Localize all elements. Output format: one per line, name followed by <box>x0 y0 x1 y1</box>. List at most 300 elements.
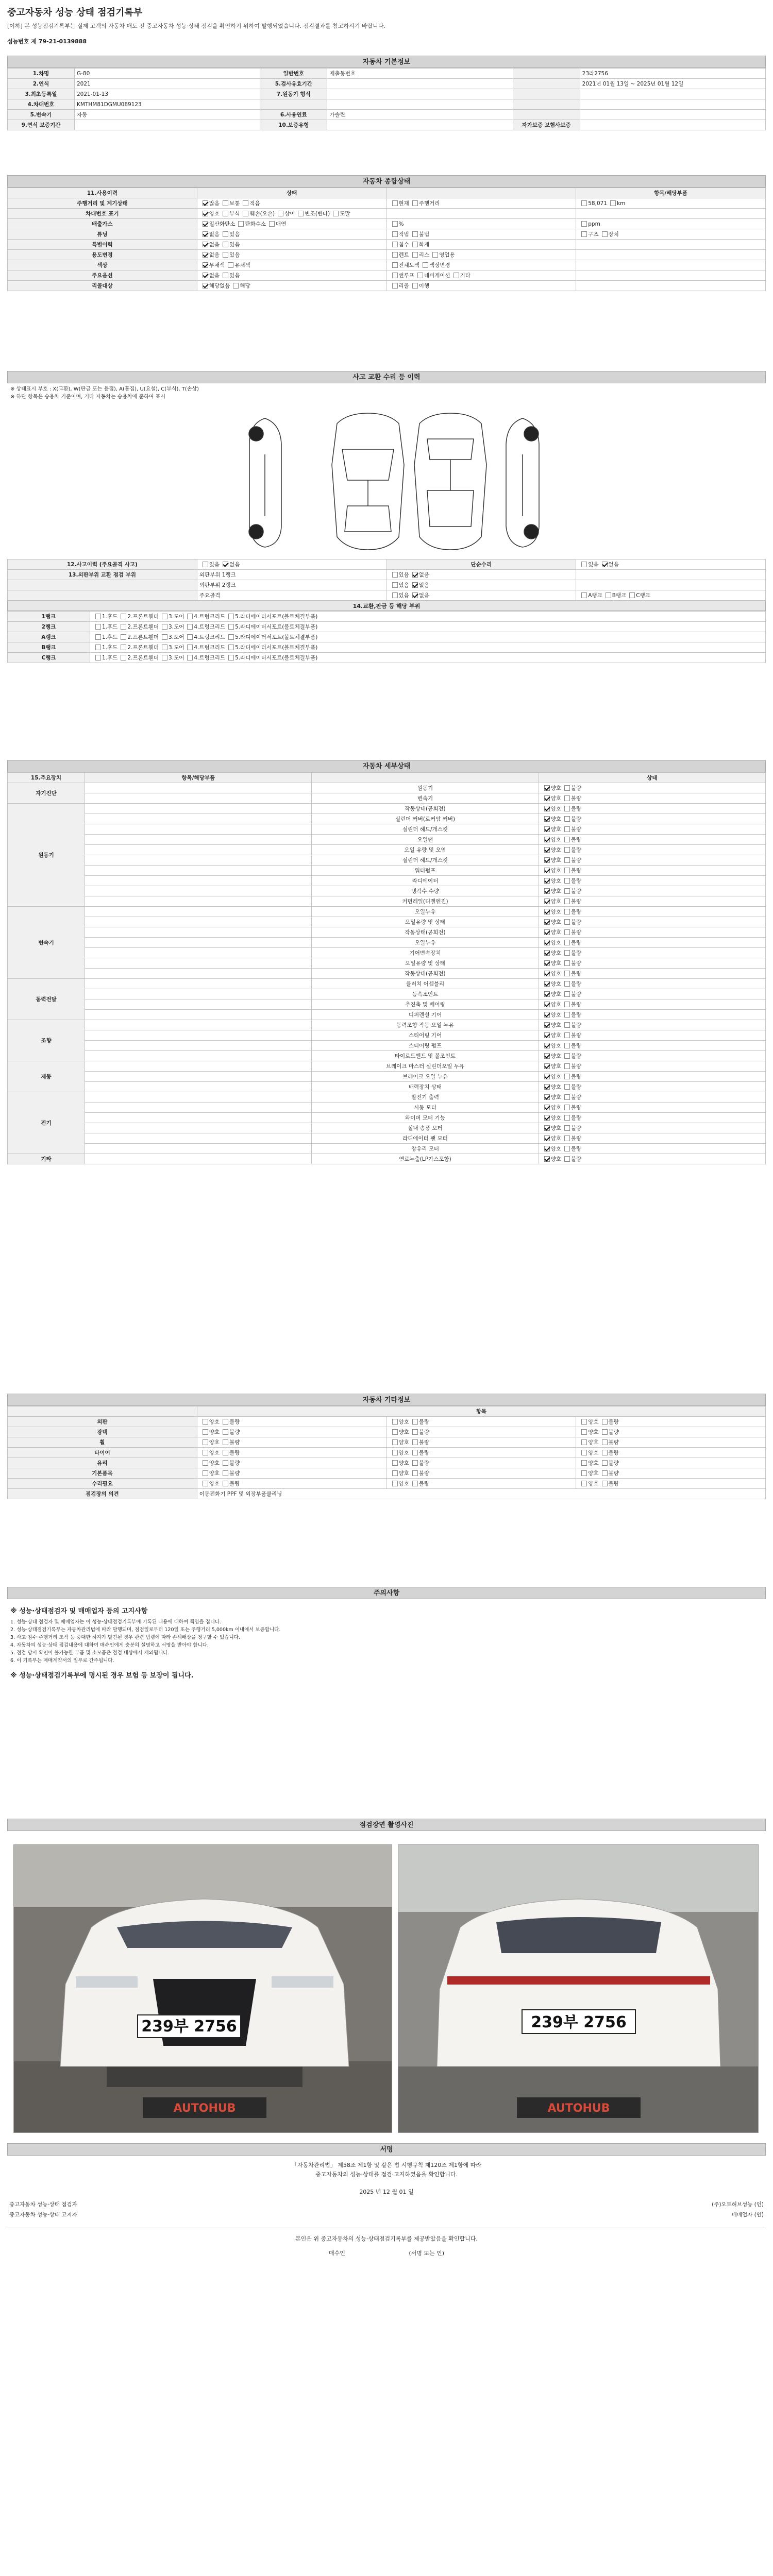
checkbox[interactable] <box>203 221 208 227</box>
checkbox[interactable] <box>564 857 570 863</box>
checkbox[interactable] <box>95 624 101 630</box>
checkbox[interactable] <box>564 1032 570 1038</box>
checkbox[interactable] <box>412 283 418 289</box>
checkbox[interactable] <box>544 868 550 873</box>
checkbox[interactable] <box>544 960 550 966</box>
checkbox[interactable] <box>392 283 398 289</box>
checkbox[interactable] <box>203 283 208 289</box>
checkbox[interactable] <box>544 1063 550 1069</box>
checkbox[interactable] <box>581 231 587 237</box>
opt: 양호 <box>398 1419 409 1425</box>
opt: 양호 <box>550 1022 561 1028</box>
checkbox[interactable] <box>162 655 167 660</box>
checkbox[interactable] <box>392 262 398 268</box>
state-option: 보통 <box>229 200 240 207</box>
checkbox[interactable] <box>228 262 233 268</box>
detail-item: 냉각수 수량 <box>312 886 539 896</box>
checkbox[interactable] <box>602 1460 608 1466</box>
checkbox[interactable] <box>223 273 228 278</box>
checkbox[interactable] <box>95 634 101 640</box>
opt: 양호 <box>550 1105 561 1111</box>
extra-cell <box>576 1417 766 1427</box>
checkbox[interactable] <box>228 614 234 619</box>
checkbox[interactable] <box>581 1460 587 1466</box>
checkbox[interactable] <box>223 242 228 247</box>
checkbox[interactable] <box>392 252 398 258</box>
detail-state <box>539 979 765 989</box>
car-diagram <box>7 403 766 557</box>
detail-header: 항목/해당부품 <box>85 773 312 783</box>
checkbox[interactable] <box>392 592 398 598</box>
checkbox[interactable] <box>544 816 550 822</box>
checkbox[interactable] <box>544 857 550 863</box>
checkbox[interactable] <box>602 1470 608 1476</box>
checkbox[interactable] <box>544 878 550 884</box>
checkbox[interactable] <box>581 1419 587 1425</box>
opt: 2.프론트휀더 <box>127 634 159 640</box>
opt: 불량 <box>608 1450 619 1456</box>
detail-state <box>539 1113 765 1123</box>
opt: 양호 <box>550 899 561 905</box>
checkbox[interactable] <box>581 1439 587 1445</box>
checkbox[interactable] <box>602 1429 608 1435</box>
opt: 불량 <box>570 1136 582 1142</box>
state-option: 해당없음 <box>209 283 230 289</box>
detail-group: 전기 <box>8 1092 85 1154</box>
opt: 2.프론트휀더 <box>127 645 159 651</box>
checkbox[interactable] <box>544 1032 550 1038</box>
checkbox[interactable] <box>544 981 550 987</box>
state-header-row <box>8 188 766 198</box>
checkbox[interactable] <box>223 1419 228 1425</box>
exterior-rank: 외판부위 2랭크 <box>197 580 386 590</box>
checkbox[interactable] <box>392 582 398 588</box>
opt: 불량 <box>570 888 582 894</box>
checkbox[interactable] <box>544 847 550 853</box>
opt: 양호 <box>209 1460 220 1466</box>
checkbox[interactable] <box>602 562 608 567</box>
checkbox[interactable] <box>544 888 550 894</box>
checkbox[interactable] <box>564 1063 570 1069</box>
inspector-name: (주)오토허브성능 (인) <box>712 2201 764 2208</box>
checkbox[interactable] <box>392 1481 398 1486</box>
opt: 양호 <box>550 1053 561 1059</box>
checkbox[interactable] <box>581 592 587 598</box>
detail-state <box>539 999 765 1010</box>
detail-row <box>8 896 766 907</box>
detail-state <box>539 793 765 804</box>
checkbox[interactable] <box>238 221 244 227</box>
checkbox[interactable] <box>187 624 193 630</box>
checkbox[interactable] <box>564 1053 570 1059</box>
detail-state <box>539 835 765 845</box>
checkbox[interactable] <box>581 221 587 227</box>
checkbox[interactable] <box>223 1470 228 1476</box>
checkbox[interactable] <box>392 1429 398 1435</box>
checkbox[interactable] <box>412 1429 418 1435</box>
checkbox[interactable] <box>223 1429 228 1435</box>
checkbox[interactable] <box>564 1074 570 1079</box>
checkbox[interactable] <box>564 1136 570 1141</box>
checkbox[interactable] <box>544 785 550 791</box>
opt: 불량 <box>608 1470 619 1477</box>
checkbox[interactable] <box>203 242 208 247</box>
opt: 불량 <box>418 1481 430 1487</box>
checkbox[interactable] <box>233 283 239 289</box>
opt: 불량 <box>570 1156 582 1162</box>
detail-group: 제동 <box>8 1061 85 1092</box>
checkbox[interactable] <box>203 262 208 268</box>
opt: 불량 <box>418 1439 430 1446</box>
checkbox[interactable] <box>412 1481 418 1486</box>
checkbox[interactable] <box>203 252 208 258</box>
checkbox[interactable] <box>564 1094 570 1100</box>
checkbox[interactable] <box>564 929 570 935</box>
checkbox[interactable] <box>228 655 234 660</box>
checkbox[interactable] <box>392 231 398 237</box>
checkbox[interactable] <box>187 614 193 619</box>
checkbox[interactable] <box>95 655 101 660</box>
checkbox[interactable] <box>228 624 234 630</box>
checkbox[interactable] <box>602 231 608 237</box>
opt: 3.도어 <box>169 655 184 661</box>
checkbox[interactable] <box>564 878 570 884</box>
checkbox[interactable] <box>564 1105 570 1110</box>
state-option: 58,071 <box>588 200 607 207</box>
checkbox[interactable] <box>544 837 550 842</box>
checkbox[interactable] <box>298 211 304 216</box>
opt: 불량 <box>570 837 582 843</box>
checkbox[interactable] <box>203 1460 208 1466</box>
checkbox[interactable] <box>95 614 101 619</box>
checkbox[interactable] <box>423 262 428 268</box>
checkbox[interactable] <box>412 1439 418 1445</box>
checkbox[interactable] <box>564 795 570 801</box>
basic-row <box>8 79 766 89</box>
checkbox[interactable] <box>564 826 570 832</box>
checkbox[interactable] <box>564 1146 570 1151</box>
state-cell <box>386 229 576 240</box>
checkbox[interactable] <box>121 624 126 630</box>
checkbox[interactable] <box>203 231 208 237</box>
checkbox[interactable] <box>223 1439 228 1445</box>
checkbox[interactable] <box>121 645 126 650</box>
checkbox[interactable] <box>453 273 459 278</box>
checkbox[interactable] <box>606 592 611 598</box>
detail-state <box>539 845 765 855</box>
checkbox[interactable] <box>564 888 570 894</box>
checkbox[interactable] <box>564 1002 570 1007</box>
checkbox[interactable] <box>412 1419 418 1425</box>
extra-label: 수리필요 <box>8 1479 197 1489</box>
checkbox[interactable] <box>564 847 570 853</box>
checkbox[interactable] <box>564 919 570 925</box>
checkbox[interactable] <box>187 634 193 640</box>
checkbox[interactable] <box>581 1481 587 1486</box>
checkbox[interactable] <box>544 1156 550 1162</box>
checkbox[interactable] <box>564 1115 570 1121</box>
checkbox[interactable] <box>392 1439 398 1445</box>
checkbox[interactable] <box>203 211 208 216</box>
buyer-name[interactable]: (서명 또는 인) <box>409 2250 445 2257</box>
checkbox[interactable] <box>564 1012 570 1018</box>
checkbox[interactable] <box>412 1450 418 1455</box>
checkbox[interactable] <box>121 634 126 640</box>
checkbox[interactable] <box>564 1125 570 1131</box>
checkbox[interactable] <box>417 273 423 278</box>
checkbox[interactable] <box>162 624 167 630</box>
checkbox[interactable] <box>412 252 418 258</box>
checkbox[interactable] <box>581 562 587 567</box>
performance-number: 성능번호 제 79-21-0139888 <box>7 38 87 45</box>
state-cell <box>386 281 576 291</box>
checkbox[interactable] <box>581 1470 587 1476</box>
checkbox[interactable] <box>564 816 570 822</box>
exterior-label: 13.외판부위 교환 점검 부위 <box>8 570 197 580</box>
checkbox[interactable] <box>392 1450 398 1455</box>
extra-row <box>8 1437 766 1448</box>
checkbox[interactable] <box>392 242 398 247</box>
checkbox[interactable] <box>544 1146 550 1151</box>
checkbox[interactable] <box>223 211 228 216</box>
checkbox[interactable] <box>564 960 570 966</box>
checkbox[interactable] <box>602 1481 608 1486</box>
checkbox[interactable] <box>121 655 126 660</box>
checkbox[interactable] <box>203 1419 208 1425</box>
checkbox[interactable] <box>544 1084 550 1090</box>
checkbox[interactable] <box>203 562 208 567</box>
checkbox[interactable] <box>629 592 635 598</box>
state-cell <box>576 229 766 240</box>
opt: 양호 <box>398 1429 409 1435</box>
detail-state <box>539 1041 765 1051</box>
opt: 불량 <box>570 899 582 905</box>
checkbox[interactable] <box>228 634 234 640</box>
checkbox[interactable] <box>564 899 570 904</box>
checkbox[interactable] <box>602 1450 608 1455</box>
opt: 1.후드 <box>102 634 118 640</box>
checkbox[interactable] <box>544 1115 550 1121</box>
checkbox[interactable] <box>392 273 398 278</box>
checkbox[interactable] <box>223 231 228 237</box>
checkbox[interactable] <box>121 614 126 619</box>
detail-row <box>8 958 766 969</box>
checkbox[interactable] <box>544 1136 550 1141</box>
checkbox[interactable] <box>412 242 418 247</box>
checkbox[interactable] <box>412 200 418 206</box>
state-label: 특별이력 <box>8 240 197 250</box>
checkbox[interactable] <box>564 806 570 811</box>
checkbox[interactable] <box>564 837 570 842</box>
checkbox[interactable] <box>564 971 570 976</box>
checkbox[interactable] <box>333 211 339 216</box>
checkbox[interactable] <box>544 899 550 904</box>
signature-table <box>7 2199 766 2219</box>
checkbox[interactable] <box>412 231 418 237</box>
checkbox[interactable] <box>223 1460 228 1466</box>
buyer-label: 매수인 <box>328 2250 345 2257</box>
panel-table <box>7 611 766 663</box>
checkbox[interactable] <box>392 200 398 206</box>
opt: 불량 <box>570 816 582 822</box>
detail-state <box>539 927 765 938</box>
detail-row <box>8 835 766 845</box>
checkbox[interactable] <box>564 1084 570 1090</box>
checkbox[interactable] <box>581 200 587 206</box>
checkbox[interactable] <box>544 1074 550 1079</box>
detail-header: 15.주요장치 <box>8 773 85 783</box>
basic-cell: 6.사용연료 <box>260 110 327 120</box>
checkbox[interactable] <box>412 592 418 598</box>
checkbox[interactable] <box>187 655 193 660</box>
opt: 양호 <box>588 1439 599 1446</box>
extra-cell <box>197 1458 386 1468</box>
checkbox[interactable] <box>564 950 570 956</box>
checkbox[interactable] <box>544 795 550 801</box>
checkbox[interactable] <box>544 1125 550 1131</box>
checkbox[interactable] <box>564 785 570 791</box>
opt: 양호 <box>550 981 561 987</box>
checkbox[interactable] <box>544 1094 550 1100</box>
checkbox[interactable] <box>564 991 570 997</box>
detail-sub <box>85 783 312 793</box>
checkbox[interactable] <box>203 1481 208 1486</box>
checkbox[interactable] <box>95 645 101 650</box>
checkbox[interactable] <box>412 582 418 588</box>
opt: 불량 <box>570 868 582 874</box>
checkbox[interactable] <box>564 909 570 914</box>
checkbox[interactable] <box>412 1460 418 1466</box>
opt: 불량 <box>570 857 582 863</box>
checkbox[interactable] <box>203 1450 208 1455</box>
checkbox[interactable] <box>223 562 228 567</box>
checkbox[interactable] <box>544 909 550 914</box>
checkbox[interactable] <box>544 940 550 945</box>
checkbox[interactable] <box>432 252 438 258</box>
checkbox[interactable] <box>392 221 398 227</box>
basic-cell <box>327 120 513 130</box>
checkbox[interactable] <box>243 211 248 216</box>
checkbox[interactable] <box>412 572 418 578</box>
checkbox[interactable] <box>187 645 193 650</box>
checkbox[interactable] <box>544 1105 550 1110</box>
checkbox[interactable] <box>564 1022 570 1028</box>
checkbox[interactable] <box>544 806 550 811</box>
opt: 양호 <box>550 868 561 874</box>
basic-cell: 3.최초등록일 <box>8 89 75 99</box>
checkbox[interactable] <box>544 1043 550 1048</box>
state-option: 변조(변타) <box>305 211 330 217</box>
checkbox[interactable] <box>243 200 248 206</box>
checkbox[interactable] <box>544 929 550 935</box>
panel-band: 14.교환,판금 등 해당 부위 <box>7 601 766 611</box>
checkbox[interactable] <box>581 1450 587 1455</box>
caution-section <box>7 1587 766 1686</box>
checkbox[interactable] <box>162 645 167 650</box>
checkbox[interactable] <box>544 919 550 925</box>
checkbox[interactable] <box>544 1012 550 1018</box>
opt: 양호 <box>209 1419 220 1425</box>
detail-row <box>8 1144 766 1154</box>
checkbox[interactable] <box>544 971 550 976</box>
opt: 불량 <box>570 1063 582 1070</box>
checkbox[interactable] <box>392 1460 398 1466</box>
checkbox[interactable] <box>203 1429 208 1435</box>
extra-cell <box>386 1468 576 1479</box>
opt: 양호 <box>550 837 561 843</box>
checkbox[interactable] <box>544 991 550 997</box>
detail-row <box>8 1133 766 1144</box>
detail-row <box>8 866 766 876</box>
checkbox[interactable] <box>162 634 167 640</box>
checkbox[interactable] <box>203 1470 208 1476</box>
detail-item: 시동 모터 <box>312 1103 539 1113</box>
checkbox[interactable] <box>544 950 550 956</box>
panel-items <box>90 612 766 622</box>
front-photo <box>13 1844 392 2133</box>
checkbox[interactable] <box>564 868 570 873</box>
checkbox[interactable] <box>228 645 234 650</box>
checkbox[interactable] <box>564 1156 570 1162</box>
panel-rank: C랭크 <box>8 653 90 663</box>
checkbox[interactable] <box>203 1439 208 1445</box>
checkbox[interactable] <box>602 1419 608 1425</box>
opt: 양호 <box>550 816 561 822</box>
checkbox[interactable] <box>392 1419 398 1425</box>
extra-cell <box>386 1427 576 1437</box>
state-cell <box>197 240 386 250</box>
state-cell <box>576 270 766 281</box>
extra-cell <box>386 1479 576 1489</box>
detail-group: 변속기 <box>8 907 85 979</box>
checkbox[interactable] <box>544 1022 550 1028</box>
opt: 불량 <box>570 1105 582 1111</box>
checkbox[interactable] <box>610 200 616 206</box>
opt: 양호 <box>550 919 561 925</box>
opt: 양호 <box>550 929 561 936</box>
checkbox[interactable] <box>581 1429 587 1435</box>
checkbox[interactable] <box>564 1043 570 1048</box>
checkbox[interactable] <box>564 981 570 987</box>
checkbox[interactable] <box>203 200 208 206</box>
checkbox[interactable] <box>544 826 550 832</box>
opt: 불량 <box>570 991 582 997</box>
checkbox[interactable] <box>602 1439 608 1445</box>
opt: 불량 <box>608 1419 619 1425</box>
checkbox[interactable] <box>564 940 570 945</box>
detail-row <box>8 824 766 835</box>
state-option: 영업용 <box>439 252 455 258</box>
state-option: 훼손(오손) <box>249 211 275 217</box>
exterior-extra <box>576 590 766 601</box>
checkbox[interactable] <box>223 1450 228 1455</box>
checkbox[interactable] <box>223 1481 228 1486</box>
checkbox[interactable] <box>412 1470 418 1476</box>
checkbox[interactable] <box>392 1470 398 1476</box>
checkbox[interactable] <box>544 1002 550 1007</box>
checkbox[interactable] <box>223 200 228 206</box>
checkbox[interactable] <box>278 211 283 216</box>
accident-table <box>7 559 766 601</box>
detail-item: 라디에이터 <box>312 876 539 886</box>
checkbox[interactable] <box>203 273 208 278</box>
detail-state <box>539 855 765 866</box>
checkbox[interactable] <box>162 614 167 619</box>
checkbox[interactable] <box>223 252 228 258</box>
checkbox[interactable] <box>269 221 275 227</box>
checkbox[interactable] <box>544 1053 550 1059</box>
checkbox[interactable] <box>392 572 398 578</box>
